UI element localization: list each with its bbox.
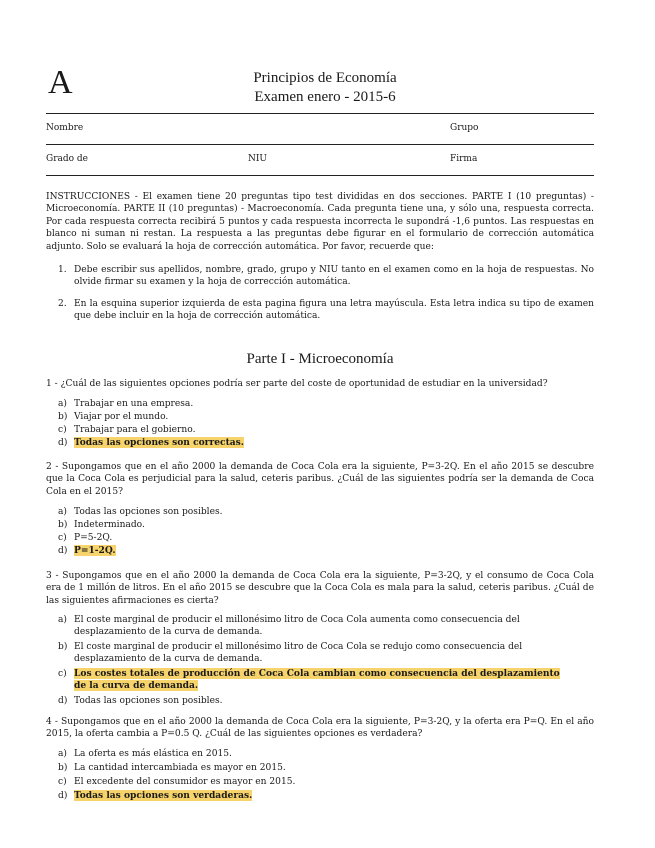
field-firma: Firma <box>450 154 478 164</box>
field-grupo: Grupo <box>450 123 479 133</box>
option-text: El excedente del consumidor es mayor en 2015. <box>74 777 296 787</box>
divider <box>46 113 594 114</box>
option-label: a) <box>58 615 67 625</box>
option-label: c) <box>58 669 67 679</box>
correct-answer-highlight: Los costes totales de producción de Coca Cola cambian como consecuencia del desplazamiento de la curva de demanda. <box>74 668 560 692</box>
option-label: c) <box>58 777 67 787</box>
option-label: c) <box>58 533 67 543</box>
option-text: El coste marginal de producir el millonésimo litro de Coca Cola se redujo como consecuencia del desplazamiento de la curva de demanda. <box>74 642 523 665</box>
option-label: d) <box>58 791 68 801</box>
option-label: b) <box>58 642 68 652</box>
divider <box>46 175 594 176</box>
option-label: b) <box>58 763 68 773</box>
option-label: c) <box>58 425 67 435</box>
correct-answer-highlight: Todas las opciones son correctas. <box>74 437 244 448</box>
option-label: d) <box>58 438 68 448</box>
option-text: Indeterminado. <box>74 520 145 530</box>
divider <box>46 144 594 145</box>
instructions-text: INSTRUCCIONES - El examen tiene 20 preguntas tipo test divididas en dos secciones. PARTE I (10 preguntas) - Microeconomía. PARTE II (10 preguntas) - Macroeconomía. Cada pregunta tiene una, y sólo una, respuesta correcta. Por cada respuesta correcta recibirá 5 puntos y cada respuesta incorrecta le supondrá -1,6 puntos. Las respuestas en blanco ni suman ni restan. La respuesta a las preguntas debe figurar en el formulario de corrección automática adjunto. Solo se evaluará la hoja de corrección automática. Por favor, recuerde que: <box>46 192 594 252</box>
field-niu: NIU <box>248 154 268 164</box>
exam-version-letter: A <box>48 64 73 101</box>
field-grado: Grado de <box>46 154 88 164</box>
instruction-number: 2. <box>58 299 67 309</box>
option-text: El coste marginal de producir el millonésimo litro de Coca Cola aumenta como consecuencia del desplazamiento de la curva de demanda. <box>74 615 520 638</box>
question-4: 4 - Supongamos que en el año 2000 la demanda de Coca Cola era la siguiente, P=3-2Q, y la oferta era P=Q. En el año 2015, la oferta cambia a P=0.5 Q. ¿Cuál de las siguientes opciones es verdadera? <box>46 717 594 740</box>
option-label: a) <box>58 399 67 409</box>
instruction-text: En la esquina superior izquierda de esta pagina figura una letra mayúscula. Esta letra indica su tipo de examen que debe incluir en la hoja de corrección automática. <box>74 299 594 322</box>
option-label: d) <box>58 696 68 706</box>
option-label: d) <box>58 546 68 556</box>
option-text: La oferta es más elástica en 2015. <box>74 749 232 759</box>
instruction-number: 1. <box>58 265 67 275</box>
correct-answer-highlight: Todas las opciones son verdaderas. <box>74 790 253 801</box>
option-label: a) <box>58 749 67 759</box>
option-text: Trabajar en una empresa. <box>74 399 194 409</box>
question-2: 2 - Supongamos que en el año 2000 la demanda de Coca Cola era la siguiente, P=3-2Q. En el año 2015 se descubre que la Coca Cola es perjudicial para la salud, ceteris paribus. ¿Cuál de las siguientes podría ser la demanda de Coca Cola en el 2015? <box>46 462 594 497</box>
course-title: Principios de Economía <box>253 70 397 86</box>
option-text: Viajar por el mundo. <box>74 412 169 422</box>
option-text: Trabajar para el gobierno. <box>74 425 196 435</box>
field-nombre: Nombre <box>46 123 84 133</box>
option-text: Todas las opciones son posibles. <box>74 696 223 706</box>
option-label: b) <box>58 412 68 422</box>
section-title: Parte I - Microeconomía <box>246 351 394 367</box>
option-text: P=5-2Q. <box>74 533 113 543</box>
exam-title: Examen enero - 2015-6 <box>254 89 396 105</box>
option-label: b) <box>58 520 68 530</box>
option-label: a) <box>58 507 67 517</box>
option-text: Todas las opciones son posibles. <box>74 507 223 517</box>
question-3: 3 - Supongamos que en el año 2000 la demanda de Coca Cola era la siguiente, P=3-2Q, y el consumo de Coca Cola era de 1 millón de litros. En el año 2015 se descubre que la Coca Cola es mala para la salud, ceteris paribus. ¿Cuál de las siguientes afirmaciones es cierta? <box>46 571 594 606</box>
instruction-text: Debe escribir sus apellidos, nombre, grado, grupo y NIU tanto en el examen como en la hoja de respuestas. No olvide firmar su examen y la hoja de corrección automática. <box>74 265 594 288</box>
option-text: La cantidad intercambiada es mayor en 2015. <box>74 763 286 773</box>
question-1: 1 - ¿Cuál de las siguientes opciones podría ser parte del coste de oportunidad de estudiar en la universidad? <box>46 379 548 389</box>
correct-answer-highlight: P=1-2Q. <box>74 545 116 556</box>
